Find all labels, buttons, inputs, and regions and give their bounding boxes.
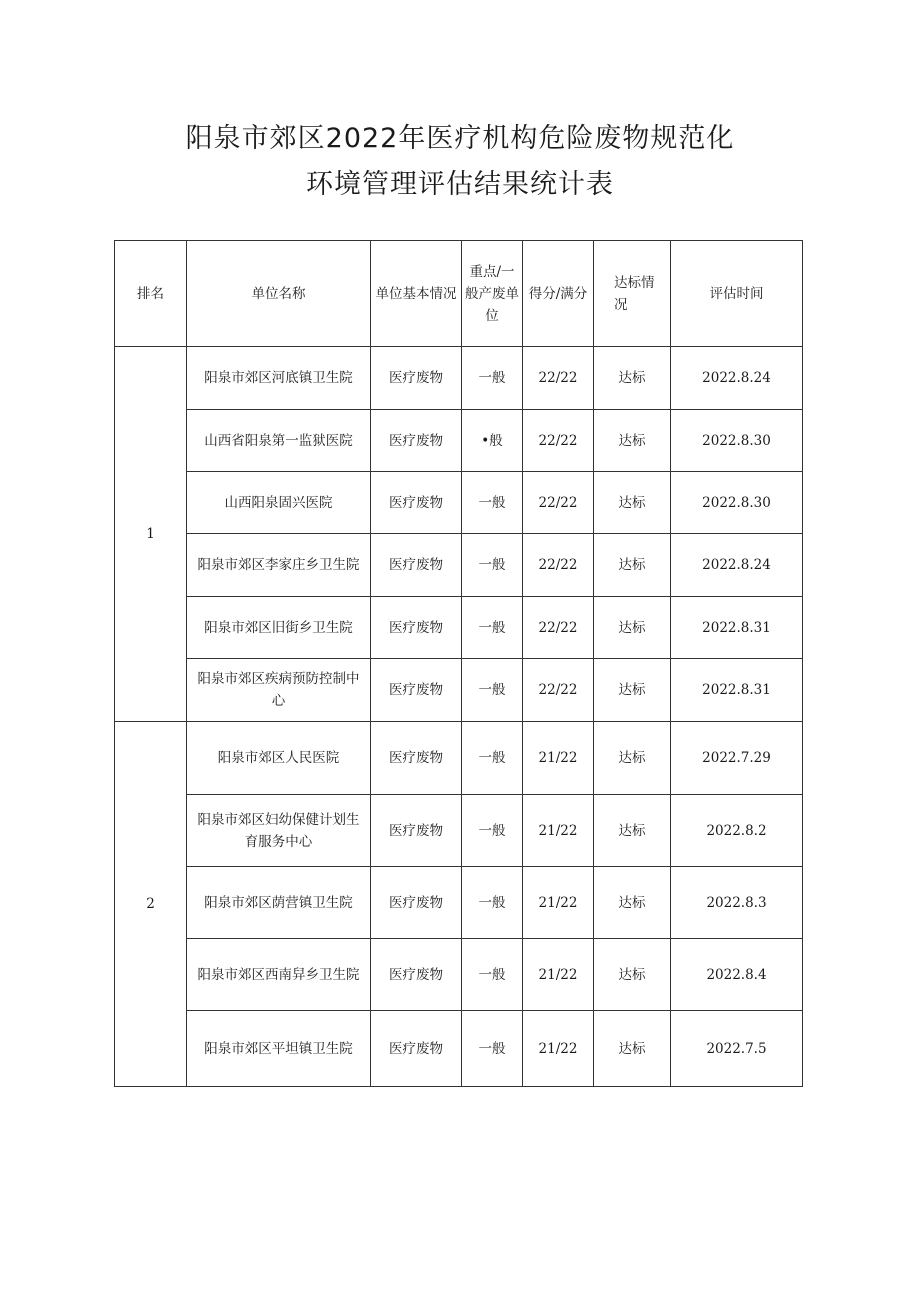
header-unit-name: 单位名称 xyxy=(187,241,371,347)
compliance-cell: 达标 xyxy=(594,659,671,722)
category-cell: 一般 xyxy=(462,795,523,867)
basic-info-cell: 医疗废物 xyxy=(371,534,462,597)
basic-info-cell: 医疗废物 xyxy=(371,939,462,1011)
basic-info-cell: 医疗废物 xyxy=(371,597,462,659)
score-cell: 22/22 xyxy=(523,534,594,597)
table-row xyxy=(115,534,803,597)
compliance-cell: 达标 xyxy=(594,472,671,534)
document-title-line2: 环境管理评估结果统计表 xyxy=(306,169,614,200)
score-cell: 22/22 xyxy=(523,659,594,722)
eval-time-cell: 2022.8.24 xyxy=(671,347,803,410)
score-cell: 21/22 xyxy=(523,722,594,795)
header-eval-time: 评估时间 xyxy=(671,241,803,347)
unit-name-cell: 阳泉市郊区人民医院 xyxy=(187,722,371,795)
table-row xyxy=(115,347,803,410)
score-cell: 22/22 xyxy=(523,597,594,659)
basic-info-cell: 医疗废物 xyxy=(371,722,462,795)
unit-name-cell: 阳泉市郊区平坦镇卫生院 xyxy=(187,1011,371,1087)
table-row xyxy=(115,722,803,795)
basic-info-cell: 医疗废物 xyxy=(371,1011,462,1087)
compliance-cell: 达标 xyxy=(594,939,671,1011)
score-cell: 21/22 xyxy=(523,939,594,1011)
unit-name-cell: 山西省阳泉第一监狱医院 xyxy=(187,410,371,472)
unit-name-cell: 阳泉市郊区旧街乡卫生院 xyxy=(187,597,371,659)
compliance-cell: 达标 xyxy=(594,534,671,597)
score-cell: 22/22 xyxy=(523,410,594,472)
eval-time-cell: 2022.8.3 xyxy=(671,867,803,939)
eval-time-cell: 2022.7.5 xyxy=(671,1011,803,1087)
unit-name-cell: 阳泉市郊区李家庄乡卫生院 xyxy=(187,534,371,597)
table-row xyxy=(115,867,803,939)
category-cell: •般 xyxy=(462,410,523,472)
basic-info-cell: 医疗废物 xyxy=(371,867,462,939)
table-row xyxy=(115,597,803,659)
eval-time-cell: 2022.7.29 xyxy=(671,722,803,795)
compliance-cell: 达标 xyxy=(594,795,671,867)
header-basic-info: 单位基本情况 xyxy=(371,241,462,347)
document-title-line1: 阳泉市郊区2022年医疗机构危险废物规范化 xyxy=(185,123,735,154)
table-row xyxy=(115,472,803,534)
eval-time-cell: 2022.8.31 xyxy=(671,659,803,722)
eval-time-cell: 2022.8.31 xyxy=(671,597,803,659)
header-compliance: 达标情况 xyxy=(594,241,671,347)
unit-name-cell: 阳泉市郊区河底镇卫生院 xyxy=(187,347,371,410)
basic-info-cell: 医疗废物 xyxy=(371,410,462,472)
table-row xyxy=(115,659,803,722)
category-cell: 一般 xyxy=(462,722,523,795)
category-cell: 一般 xyxy=(462,1011,523,1087)
rank-cell: 2 xyxy=(115,722,187,1087)
header-category: 重点/一般产废单位 xyxy=(462,241,523,347)
evaluation-results-table xyxy=(114,240,803,1087)
table-row xyxy=(115,939,803,1011)
eval-time-cell: 2022.8.4 xyxy=(671,939,803,1011)
eval-time-cell: 2022.8.30 xyxy=(671,410,803,472)
basic-info-cell: 医疗废物 xyxy=(371,795,462,867)
category-cell: 一般 xyxy=(462,867,523,939)
compliance-cell: 达标 xyxy=(594,597,671,659)
score-cell: 22/22 xyxy=(523,472,594,534)
unit-name-cell: 山西阳泉固兴医院 xyxy=(187,472,371,534)
score-cell: 21/22 xyxy=(523,1011,594,1087)
unit-name-cell: 阳泉市郊区疾病预防控制中心 xyxy=(187,659,371,722)
score-cell: 21/22 xyxy=(523,795,594,867)
eval-time-cell: 2022.8.24 xyxy=(671,534,803,597)
eval-time-cell: 2022.8.2 xyxy=(671,795,803,867)
category-cell: 一般 xyxy=(462,347,523,410)
category-cell: 一般 xyxy=(462,939,523,1011)
category-cell: 一般 xyxy=(462,597,523,659)
compliance-cell: 达标 xyxy=(594,347,671,410)
table-row xyxy=(115,795,803,867)
category-cell: 一般 xyxy=(462,659,523,722)
unit-name-cell: 阳泉市郊区荫营镇卫生院 xyxy=(187,867,371,939)
score-cell: 21/22 xyxy=(523,867,594,939)
category-cell: 一般 xyxy=(462,534,523,597)
compliance-cell: 达标 xyxy=(594,1011,671,1087)
compliance-cell: 达标 xyxy=(594,410,671,472)
compliance-cell: 达标 xyxy=(594,867,671,939)
basic-info-cell: 医疗废物 xyxy=(371,347,462,410)
table-header-row xyxy=(115,241,803,347)
table-row xyxy=(115,410,803,472)
table-row xyxy=(115,1011,803,1087)
rank-cell: 1 xyxy=(115,347,187,722)
unit-name-cell: 阳泉市郊区妇幼保健计划生育服务中心 xyxy=(187,795,371,867)
category-cell: 一般 xyxy=(462,472,523,534)
basic-info-cell: 医疗废物 xyxy=(371,659,462,722)
compliance-cell: 达标 xyxy=(594,722,671,795)
header-rank: 排名 xyxy=(115,241,187,347)
header-score: 得分/满分 xyxy=(523,241,594,347)
score-cell: 22/22 xyxy=(523,347,594,410)
unit-name-cell: 阳泉市郊区西南舁乡卫生院 xyxy=(187,939,371,1011)
eval-time-cell: 2022.8.30 xyxy=(671,472,803,534)
basic-info-cell: 医疗废物 xyxy=(371,472,462,534)
